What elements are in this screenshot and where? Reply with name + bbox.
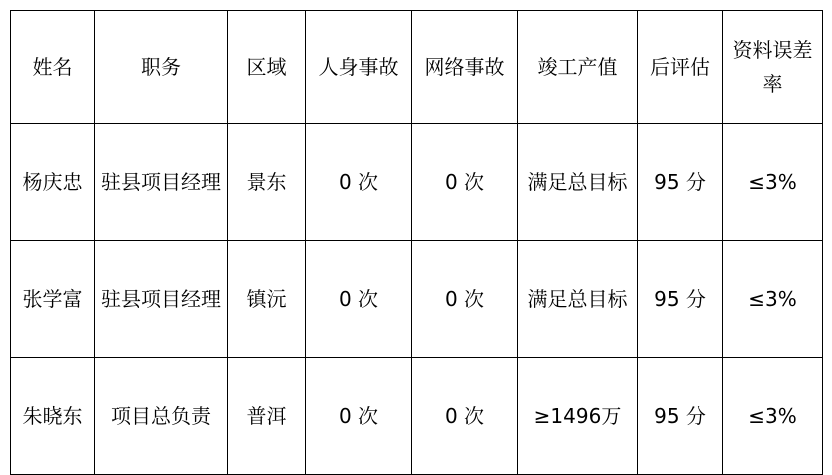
table-header-cell-personal-accident: [306, 11, 412, 124]
cell-text: 普洱: [246, 404, 287, 428]
cell-text: 项目总负责: [111, 404, 211, 428]
cell-text: 95 分: [654, 287, 706, 311]
cell-data-error-rate: [723, 241, 823, 358]
header-text: 区域: [246, 55, 287, 79]
cell-text: 镇沅: [246, 287, 287, 311]
table-header-cell-position: [95, 11, 228, 124]
table-header-cell-data-error-rate: [723, 11, 823, 124]
cell-text: ≥1496万: [533, 404, 622, 428]
cell-text: 朱晓东: [22, 404, 83, 428]
cell-post-evaluation: [638, 241, 723, 358]
cell-data-error-rate: [723, 124, 823, 241]
cell-text: ≤3%: [748, 170, 797, 194]
header-text: 资料误差率: [732, 38, 813, 96]
cell-text: 0 次: [338, 404, 379, 428]
cell-completion-value: [518, 358, 638, 475]
cell-text: 95 分: [654, 404, 706, 428]
cell-network-accident: [412, 124, 518, 241]
cell-text: 0 次: [444, 170, 485, 194]
cell-text: 0 次: [444, 404, 485, 428]
header-text: 职务: [141, 55, 181, 79]
header-text: 后评估: [650, 55, 710, 79]
cell-text: 0 次: [444, 287, 485, 311]
cell-text: 驻县项目经理: [101, 170, 221, 194]
table-row: [11, 124, 823, 241]
header-text: 人身事故: [318, 55, 399, 79]
cell-name: [11, 241, 95, 358]
cell-area: [228, 241, 306, 358]
table-header-row: [11, 11, 823, 124]
table-header-cell-name: [11, 11, 95, 124]
header-text: 姓名: [32, 55, 73, 79]
cell-text: 景东: [246, 170, 287, 194]
cell-text: ≤3%: [748, 404, 797, 428]
cell-text: ≤3%: [748, 287, 797, 311]
performance-indicator-table: [10, 10, 823, 475]
cell-personal-accident: [306, 241, 412, 358]
cell-personal-accident: [306, 124, 412, 241]
table-header-cell-network-accident: [412, 11, 518, 124]
cell-text: 满足总目标: [527, 287, 628, 311]
cell-position: [95, 241, 228, 358]
table-header-cell-area: [228, 11, 306, 124]
cell-completion-value: [518, 124, 638, 241]
cell-name: [11, 124, 95, 241]
cell-text: 杨庆忠: [22, 170, 83, 194]
cell-completion-value: [518, 241, 638, 358]
cell-data-error-rate: [723, 358, 823, 475]
table-row: [11, 241, 823, 358]
cell-text: 满足总目标: [527, 170, 628, 194]
cell-personal-accident: [306, 358, 412, 475]
cell-text: 95 分: [654, 170, 706, 194]
cell-name: [11, 358, 95, 475]
cell-post-evaluation: [638, 358, 723, 475]
cell-network-accident: [412, 358, 518, 475]
cell-position: [95, 358, 228, 475]
header-text: 竣工产值: [537, 55, 618, 79]
cell-area: [228, 124, 306, 241]
table-header-cell-completion-value: [518, 11, 638, 124]
cell-text: 0 次: [338, 170, 379, 194]
cell-area: [228, 358, 306, 475]
cell-text: 驻县项目经理: [101, 287, 221, 311]
cell-post-evaluation: [638, 124, 723, 241]
cell-text: 张学富: [22, 287, 83, 311]
table-row: [11, 358, 823, 475]
table-header-cell-post-evaluation: [638, 11, 723, 124]
cell-network-accident: [412, 241, 518, 358]
cell-position: [95, 124, 228, 241]
header-text: 网络事故: [424, 55, 505, 79]
cell-text: 0 次: [338, 287, 379, 311]
